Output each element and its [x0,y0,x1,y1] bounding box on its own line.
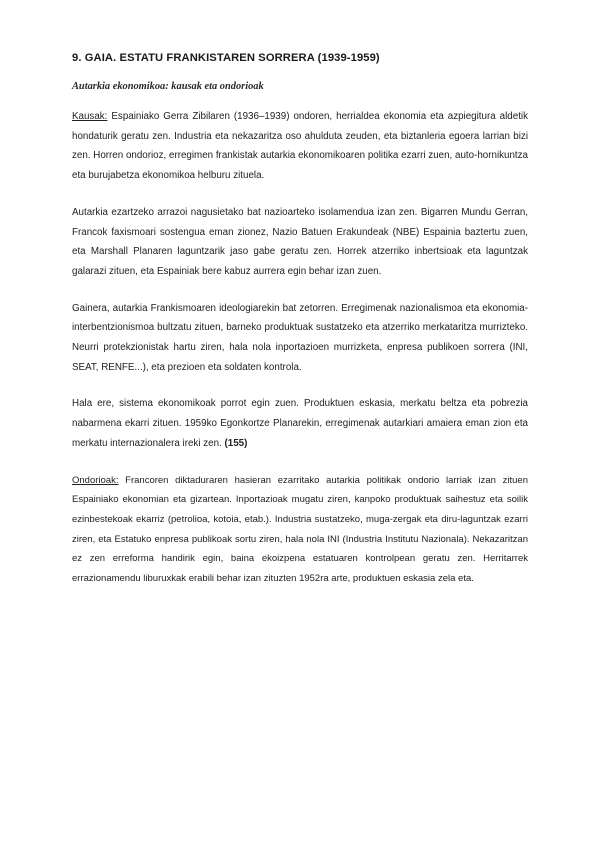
failure-paragraph [72,394,528,453]
consequences-label: Ondorioak: [72,474,119,486]
isolation-paragraph: Autarkia ezartzeko arrazoi nagusietako bat nazioarteko isolamendua izan zen. Bigarren Mundu Gerran, Francok faxismoari sostengua eman zionez, Nazio Batuen Erakundeak (NBE) Espainia baztertu zuen, eta Marshall Planaren laguntzarik jaso gabe geratu zen. Horrek atzerriko inbertsioak eta laguntzak galarazi zituen, eta Espainiak bere kabuz aurrera egin behar izan zuen. [72,206,528,277]
consequences-text: Francoren diktaduraren hasieran ezarritako autarkia politikak ondorio larriak izan zituen Espainiako ekonomian eta gizartean. Inportazioak mugatu ziren, kanpoko produktuak saihestuz eta soilik ezinbestekoak ekarriz (petrolioa, kotoia, etab.). Industria sustatzeko, muga-zergak eta diru-laguntzak ezarri ziren, eta Estatuko enpresa publikoak sortu ziren, hala nola INI (Industria Institutu Nazionala). Nekazaritzan ez zen erreforma handirik egin, baina ekoizpena estatuaren kontrolpean geratu zen. Herritarrek errazionamendu liburuxkak erabili behar izan zituzten 1952ra arte, produktuen eskasia zela eta. [72,474,528,585]
causes-text: Espainiako Gerra Zibilaren (1936–1939) ondoren, herrialdea ekonomia eta azpiegitura aldetik hondaturik geratu zen. Industria eta nekazaritza oso ahulduta zeuden, eta biztanleria egoera larrian bizi zen. Horren ondorioz, erregimen frankistak autarkia ekonomikoaren politika ezarri zuen, auto-hornikuntza eta burujabetza ekonomikoa helburu zituela. [72,111,528,182]
causes-paragraph [72,107,528,186]
page-reference: (155) [224,437,248,449]
failure-text: Hala ere, sistema ekonomikoak porrot egin zuen. Produktuen eskasia, merkatu beltza eta pobrezia nabarmena ekarri zituen. 1959ko Egonkortze Planarekin, erregimenak autarkiari amaiera eman zion eta merkatu internazionalera ireki zen. [72,398,528,449]
consequences-paragraph [72,471,528,589]
causes-label: Kausak: [72,111,108,122]
section-subtitle: Autarkia ekonomikoa: kausak eta ondorioak [72,81,264,92]
document-page [72,50,528,589]
ideology-paragraph: Gainera, autarkia Frankismoaren ideologiarekin bat zetorren. Erregimenak nazionalismoa eta ekonomia-interbentzionismoa bultzatu zituen, barneko produktuak sustatzeko eta atzerriko merkataritza murrizteko. Neurri protekzionistak hartu ziren, hala nola inportazioen murrizketa, enpresa publikoen sorrera (INI, SEAT, RENFE...), eta prezioen eta soldaten kontrola. [72,302,528,373]
document-title: 9. GAIA. ESTATU FRANKISTAREN SORRERA (1939-1959) [72,52,380,64]
